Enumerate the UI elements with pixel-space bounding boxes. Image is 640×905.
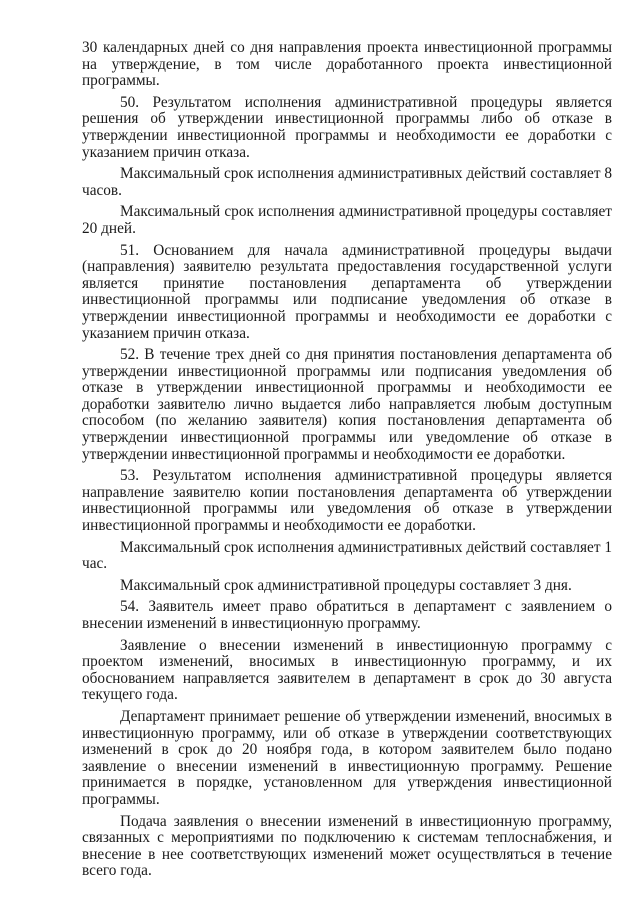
paragraph-max-term-actions-8h: Максимальный срок исполнения административных действий составляет 8 часов. bbox=[82, 165, 612, 199]
paragraph-application-changes: Заявление о внесении изменений в инвестиционную программу с проектом изменений, вносимых в инвестиционную программу, и их обоснованием направляется заявителем в департамент в срок до 30 августа текущего года. bbox=[82, 636, 612, 704]
paragraph-max-term-procedure-20d: Максимальный срок исполнения административной процедуры составляет 20 дней. bbox=[82, 203, 612, 237]
paragraph-department-decision: Департамент принимает решение об утверждении изменений, вносимых в инвестиционную программу, или об отказе в утверждении соответствующих изменений в срок до 20 ноября года, в котором заявителем было подано заявление о внесении изменений в инвестиционную программу. Решение принимается в порядке, установленном для утверждения инвестиционной программы. bbox=[82, 707, 612, 808]
paragraph-continuation: 30 календарных дней со дня направления проекта инвестиционной программы на утверждение, в том числе доработанного проекта инвестиционной программы. bbox=[82, 39, 612, 90]
paragraph-max-term-procedure-3d: Максимальный срок административной процедуры составляет 3 дня. bbox=[120, 576, 572, 594]
paragraph-50: 50. Результатом исполнения административной процедуры является решения об утверждении инвестиционной программы либо об отказе в утверждении инвестиционной программы и необходимости ее доработки с указанием причин отказа. bbox=[82, 93, 612, 161]
paragraph-heat-supply-changes: Подача заявления о внесении изменений в инвестиционную программу, связанных с мероприятиями по подключению к системам теплоснабжения, и внесение в нее соответствующих изменений может осуществляться в течение всего года. bbox=[82, 812, 612, 880]
paragraph-51: 51. Основанием для начала административной процедуры выдачи (направления) заявителю результата предоставления государственной услуги является принятие постановления департамента об утверждении инвестиционной программы или подписание уведомления об отказе в утверждении инвестиционной программы и необходимости ее доработки с указанием причин отказа. bbox=[82, 241, 612, 342]
paragraph-54: 54. Заявитель имеет право обратиться в департамент с заявлением о внесении изменений в инвестиционную программу. bbox=[82, 598, 612, 632]
paragraph-53: 53. Результатом исполнения административной процедуры является направление заявителю копии постановления департамента об утверждении инвестиционной программы или уведомления об отказе в утверждении инвестиционной программы и необходимости ее доработки. bbox=[82, 467, 612, 535]
paragraph-max-term-actions-1h: Максимальный срок исполнения административных действий составляет 1 час. bbox=[82, 538, 612, 573]
paragraph-52: 52. В течение трех дней со дня принятия постановления департамента об утверждении инвестиционной программы или подписания уведомления об отказе в утверждении инвестиционной программы и необходимости ее доработки заявителю лично выдается либо направляется любым доступным способом (по желанию заявителя) копия постановления департамента об утверждении инвестиционной программы или уведомление об отказе в утверждении инвестиционной программы и необходимости ее доработки. bbox=[82, 346, 612, 463]
